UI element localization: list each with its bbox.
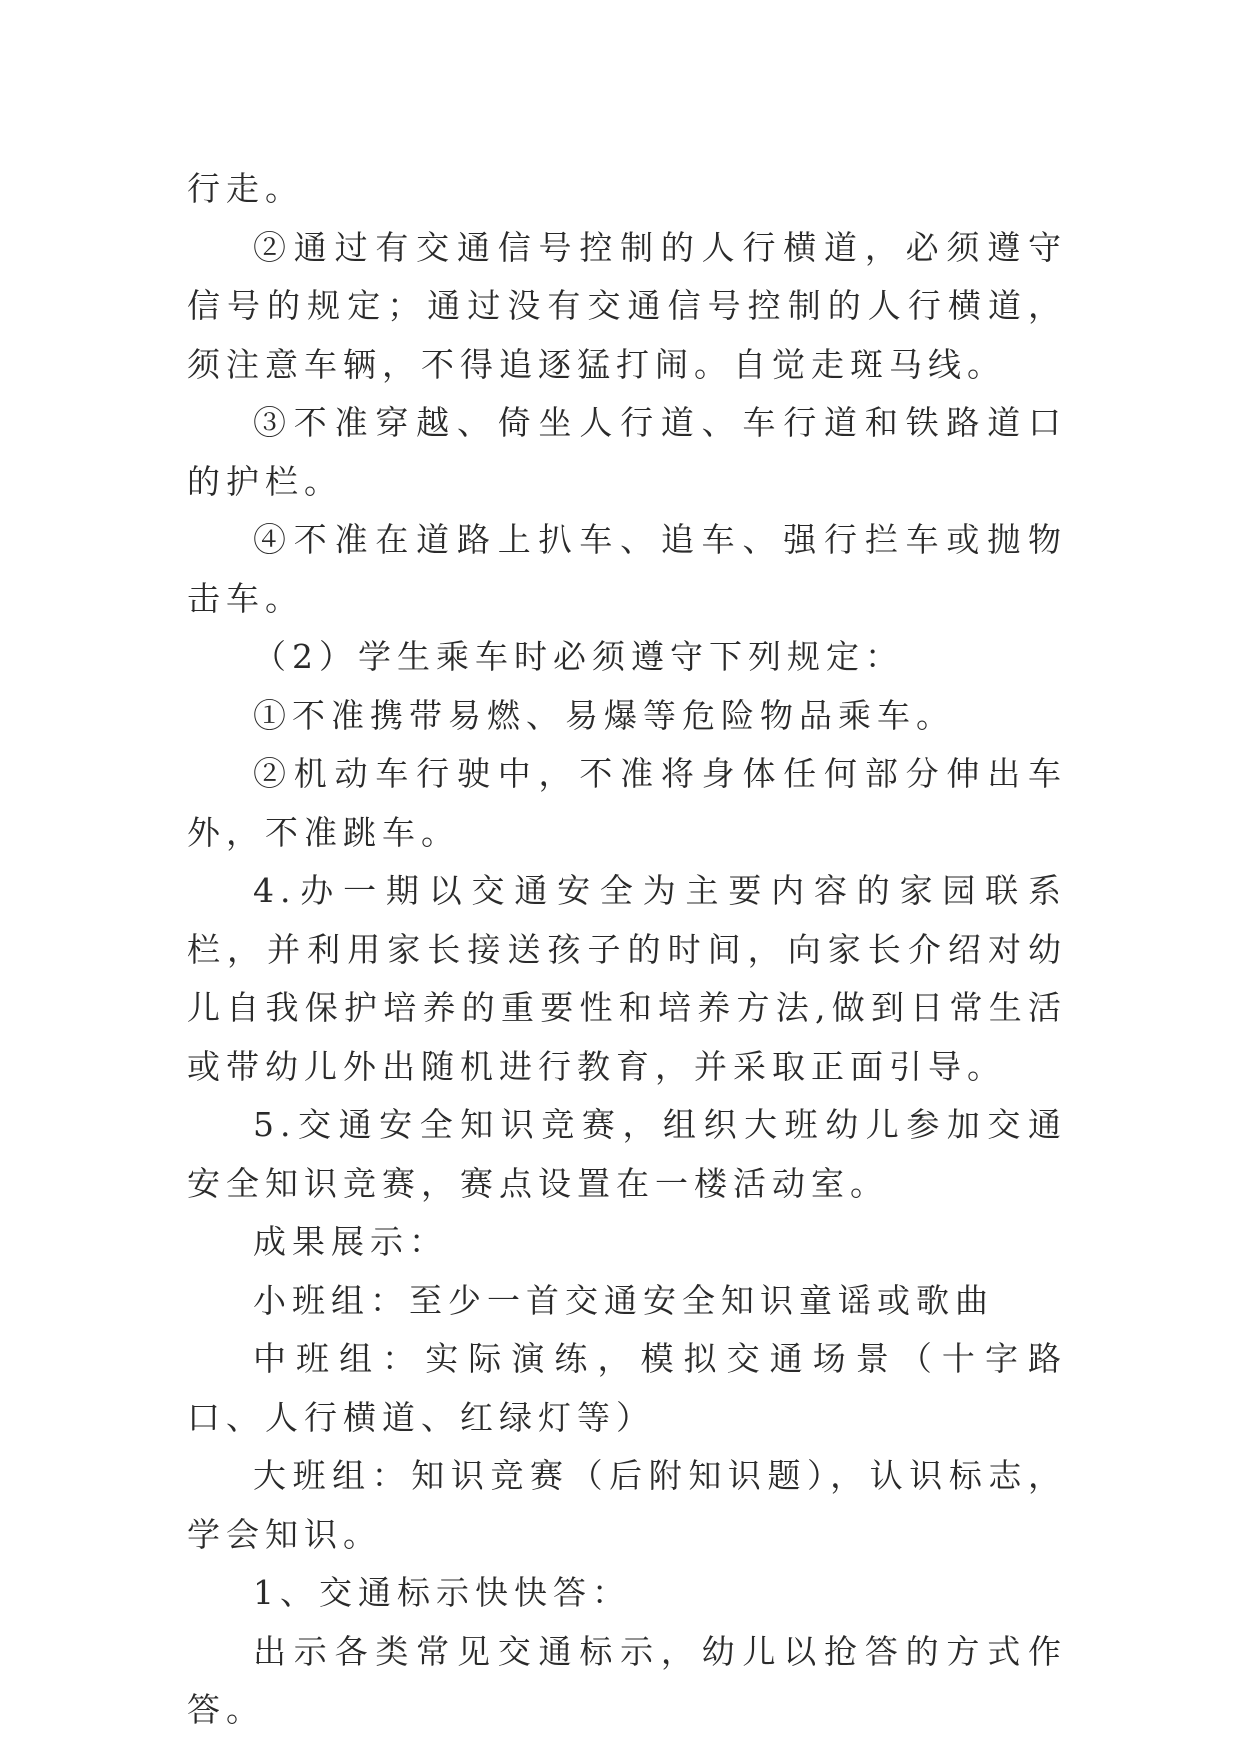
paragraph: ④不准在道路上扒车、追车、强行拦车或抛物击车。 bbox=[187, 520, 1067, 618]
paragraph: 4.办一期以交通安全为主要内容的家园联系栏，并利用家长接送孩子的时间，向家长介绍对幼儿自我保护培养的重要性和培养方法,做到日常生活或带幼儿外出随机进行教育，并采取正面引导。 bbox=[187, 871, 1067, 1086]
paragraph: 1、交通标示快快答： bbox=[253, 1573, 631, 1612]
paragraph: ②机动车行驶中，不准将身体任何部分伸出车外，不准跳车。 bbox=[187, 754, 1067, 852]
paragraph: 小班组：至少一首交通安全知识童谣或歌曲 bbox=[253, 1280, 994, 1320]
document-body bbox=[187, 160, 1067, 1740]
paragraph: 成果展示： bbox=[253, 1222, 448, 1261]
paragraph: 出示各类常见交通标示，幼儿以抢答的方式作答。 bbox=[187, 1631, 1067, 1729]
paragraph: 行走。 bbox=[187, 169, 304, 208]
paragraph: （2）学生乘车时必须遵守下列规定： bbox=[253, 637, 904, 676]
paragraph: 大班组：知识竞赛（后附知识题），认识标志，学会知识。 bbox=[187, 1456, 1067, 1554]
paragraph: ①不准携带易燃、易爆等危险物品乘车。 bbox=[253, 695, 955, 735]
paragraph: ②通过有交通信号控制的人行横道，必须遵守信号的规定；通过没有交通信号控制的人行横道，须注意车辆，不得追逐猛打闹。自觉走斑马线。 bbox=[187, 227, 1067, 384]
paragraph: 中班组：实际演练，模拟交通场景（十字路口、人行横道、红绿灯等） bbox=[187, 1339, 1067, 1437]
paragraph: ③不准穿越、倚坐人行道、车行道和铁路道口的护栏。 bbox=[187, 403, 1067, 501]
paragraph: 5.交通安全知识竞赛，组织大班幼儿参加交通安全知识竞赛，赛点设置在一楼活动室。 bbox=[187, 1105, 1067, 1203]
